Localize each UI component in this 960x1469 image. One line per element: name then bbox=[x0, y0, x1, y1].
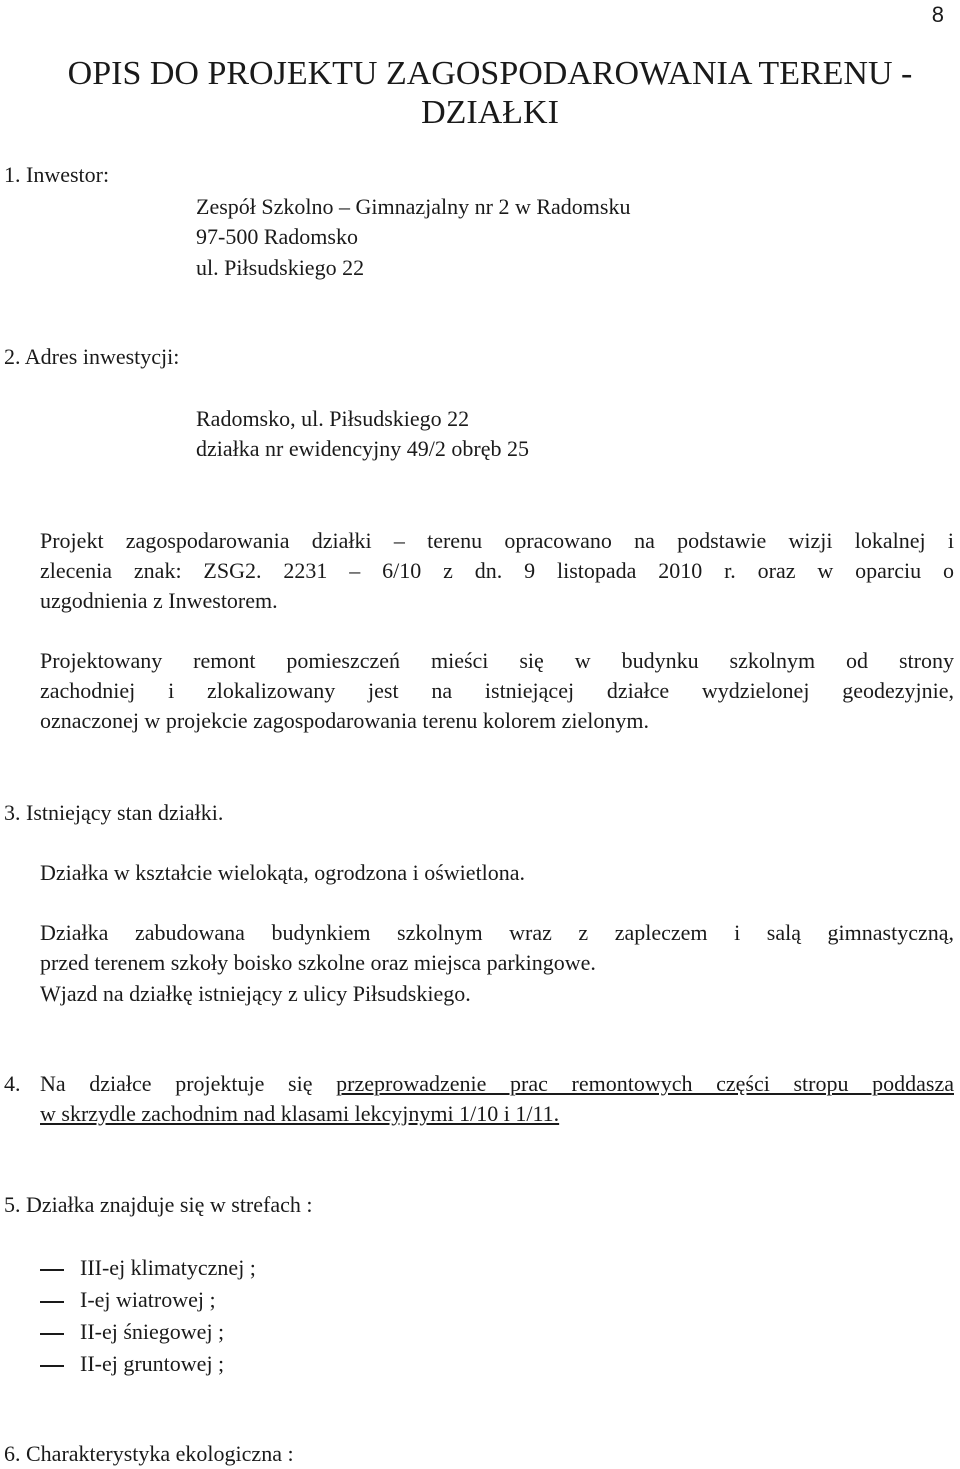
list-item bbox=[40, 1253, 64, 1283]
paragraph-line: Wjazd na działkę istniejący z ulicy Piłsudskiego. bbox=[40, 981, 471, 1006]
section-4-plain-text: Na działce projektuje się bbox=[40, 1071, 337, 1096]
investor-name: Zespół Szkolno – Gimnazjalny nr 2 w Radomsku bbox=[196, 194, 631, 219]
list-item bbox=[40, 1285, 64, 1315]
paragraph-line: zlecenia znak: ZSG2. 2231 – 6/10 z dn. 9 listopada 2010 r. oraz w oparciu o bbox=[40, 558, 954, 583]
zone-item-snow: II-ej śniegowej ; bbox=[80, 1319, 225, 1344]
zone-item-wind: I-ej wiatrowej ; bbox=[80, 1287, 216, 1312]
dash-bullet-icon bbox=[40, 1365, 64, 1367]
section-4-underlined-text: przeprowadzenie prac remontowych części stropu poddasza bbox=[336, 1071, 954, 1096]
paragraph-line: zachodniej i zlokalizowany jest na istniejącej działce wydzielonej geodezyjnie, bbox=[40, 678, 954, 703]
dash-bullet-icon bbox=[40, 1333, 64, 1335]
section-4-number: 4. bbox=[4, 1071, 21, 1096]
paragraph-line: przed terenem szkoły boisko szkolne oraz miejsca parkingowe. bbox=[40, 950, 596, 975]
section-2-heading: 2. Adres inwestycji: bbox=[4, 344, 180, 369]
section-6-heading: 6. Charakterystyka ekologiczna : bbox=[4, 1441, 294, 1466]
investor-postal: 97-500 Radomsko bbox=[196, 224, 358, 249]
section-5-heading: 5. Działka znajduje się w strefach : bbox=[4, 1192, 313, 1217]
list-item bbox=[40, 1317, 64, 1347]
section-1-heading: 1. Inwestor: bbox=[4, 162, 110, 187]
dash-bullet-icon bbox=[40, 1301, 64, 1303]
paragraph-line: Działka zabudowana budynkiem szkolnym wraz z zapleczem i salą gimnastyczną, bbox=[40, 920, 954, 945]
zone-item-climate: III-ej klimatycznej ; bbox=[80, 1255, 256, 1280]
page-number: 8 bbox=[931, 2, 944, 27]
section-4-line-1 bbox=[40, 1069, 954, 1099]
zone-item-ground: II-ej gruntowej ; bbox=[80, 1351, 225, 1376]
dash-bullet-icon bbox=[40, 1269, 64, 1271]
section-4-line-2: w skrzydle zachodnim nad klasami lekcyjnymi 1/10 i 1/11. bbox=[40, 1101, 560, 1126]
investor-street: ul. Piłsudskiego 22 bbox=[196, 255, 365, 280]
document-title-line-2: DZIAŁKI bbox=[421, 94, 559, 131]
list-item bbox=[40, 1349, 64, 1379]
paragraph-line: Projekt zagospodarowania działki – terenu opracowano na podstawie wizji lokalnej i bbox=[40, 528, 954, 553]
section-3-heading: 3. Istniejący stan działki. bbox=[4, 800, 224, 825]
paragraph-line: Projektowany remont pomieszczeń mieści się w budynku szkolnym od strony bbox=[40, 648, 954, 673]
investment-parcel: działka nr ewidencyjny 49/2 obręb 25 bbox=[196, 436, 529, 461]
investment-address: Radomsko, ul. Piłsudskiego 22 bbox=[196, 406, 470, 431]
paragraph-line: oznaczonej w projekcie zagospodarowania terenu kolorem zielonym. bbox=[40, 708, 650, 733]
paragraph-line: uzgodnienia z Inwestorem. bbox=[40, 588, 278, 613]
paragraph-line: Działka w kształcie wielokąta, ogrodzona i oświetlona. bbox=[40, 860, 526, 885]
document-title-line-1: OPIS DO PROJEKTU ZAGOSPODAROWANIA TERENU - bbox=[67, 55, 913, 92]
